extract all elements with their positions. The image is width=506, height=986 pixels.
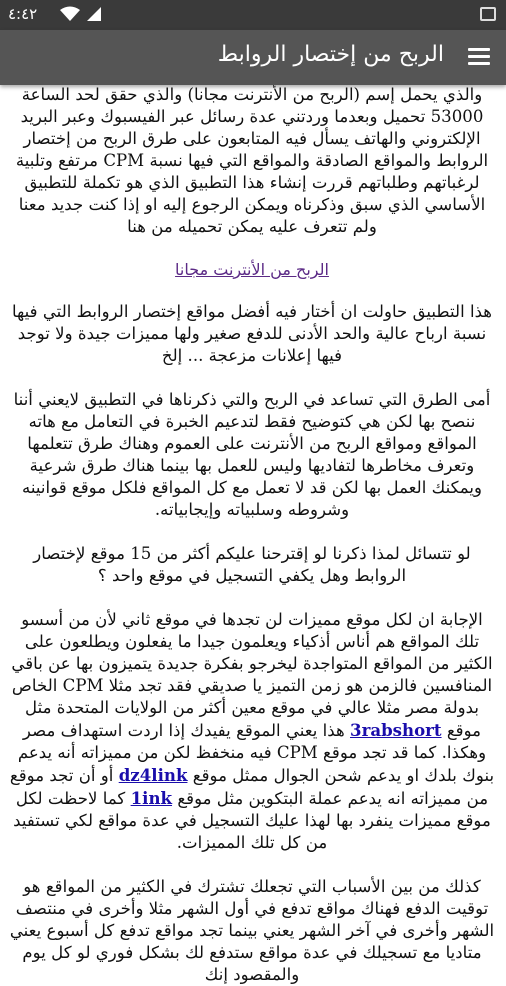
profit-internet-free-link[interactable]: الربح من الأنترنت مجانا xyxy=(175,260,329,279)
dz4link-link[interactable]: dz4link xyxy=(118,765,188,785)
hamburger-menu-icon[interactable] xyxy=(468,48,490,66)
paragraph-text: هذا يعني الموقع يفيدك إذا اردت استهداف مصر وهكذا. كما قد تجد موقع CPM فيه منخفظ لكن من مميزاته أنه يدعم بنوك بلدك او يدعم شحن الجوال ممثل موقع xyxy=(17,721,495,785)
article-paragraph: هذا التطبيق حاولت ان أختار فيه أفضل مواقع إختصار الروابط التي فيها نسبة ارباح عالية والحد الأدنى للدفع صغير ولها مميزات جيدة ولا توجد فيها إعلانات مزعجة ... إلخ xyxy=(11,302,493,365)
3rabshort-link[interactable]: 3rabshort xyxy=(350,720,442,740)
article-content[interactable] xyxy=(0,78,506,984)
status-time: ٤:٤٢ xyxy=(8,5,38,23)
wifi-icon xyxy=(60,6,80,22)
article-paragraph: كذلك من بين الأسباب التي تجعلك تشترك في الكثير من المواقع هو توقيت الدفع فهناك مواقع تدفع في أول الشهر مثلا وأخرى في منتصف الشهر وأخرى في آخر الشهر يعني بينما تجد مواقع تدفع كل أسبوع يعني متاديا مع تسجيلك في عدة مواقع ستدفع لك بشكل فوري لو كل يوم والمقصود إنك xyxy=(9,877,495,984)
paragraph-text: أو أن تجد موقع من مميزاته انه يدعم عملة البتكوين مثل موقع xyxy=(9,766,489,808)
article-paragraph-with-links xyxy=(8,609,496,854)
app-title: الربح من إختصار الروابط xyxy=(217,42,444,67)
article-paragraph: والذي يحمل إسم (الربح من الأنترنت مجانا) والذي حقق لحد الساعة 53000 تحميل وبعدما وردتني عدة رسائل عبر الفيسبوك وعبر البريد الإلكتروني والهاتف يسأل فيه المتابعون على طرق الربح من إختصار الروابط والمواقع الصادقة والمواقع التي فيها نسبة CPM مرتفع وتلبية لرغباتهم وطلباتهم قررت إنشاء هذا التطبيق الذي هو تكملة للتطبيق الأساسي الذي سبق وذكرناه ويمكن الرجوع إليه او إذا كنت جديد معنا ولم تتعرف عليه يمكن تحميله من هنا xyxy=(15,85,489,236)
image-notification-icon xyxy=(480,7,496,21)
download-link-line xyxy=(8,260,496,279)
article-paragraph: لو تتسائل لمذا ذكرنا لو إقترحنا عليكم أكثر من 15 موقع لإختصار الروابط وهل يكفي التسجيل في موقع واحد ؟ xyxy=(33,544,471,585)
paragraph-text: الإجابة ان لكل موقع مميزات لن تجدها في موقع ثاني لأن من أسسو تلك المواقع هم أناس أذكياء ويعلمون جيدا ما يفعلون ويطلعون على الكثير من المواقع المتواجدة ليخرجو بفكرة جديدة يتميزون بها عن باقي المنافسين فالزمن هو زمن التميز يا صديقي فقد تجد مثلا CPM الخاص بدولة مصر مثلا عالي في موقع معين أكثر من الولايات المتحدة مثل موقع xyxy=(11,610,493,740)
status-bar xyxy=(0,0,506,30)
status-icons xyxy=(60,6,102,22)
article-paragraph: أمى الطرق التي تساعد في الربح والتي ذكرناها في التطبيق لايعني أننا ننصح بها لكن هي كتوضيح فقط لتدعيم الخبرة في التعامل مع هاته المواقع ومواقع الربح من الأنترنت على العموم وهناك طرق تتعلمها وتعرف مخاطرها لتفاديها وليس للعمل بها بينما هناك طرق شرعية ويمكنك العمل بها لكن قد لا تعمل مع كل المواقع فلكل موقع قوانينه وشروطه وسلبياته وإيجابياته. xyxy=(13,390,491,519)
paragraph-text: كما لاحظت لكل موقع مميزات ينفرد بها لهذا عليك التسجيل في عدة مواقع لكي تستفيد من كل تلك المميزات. xyxy=(13,789,491,852)
1ink-link[interactable]: 1ink xyxy=(130,788,173,808)
app-bar xyxy=(0,30,506,85)
battery-icon xyxy=(86,6,102,22)
